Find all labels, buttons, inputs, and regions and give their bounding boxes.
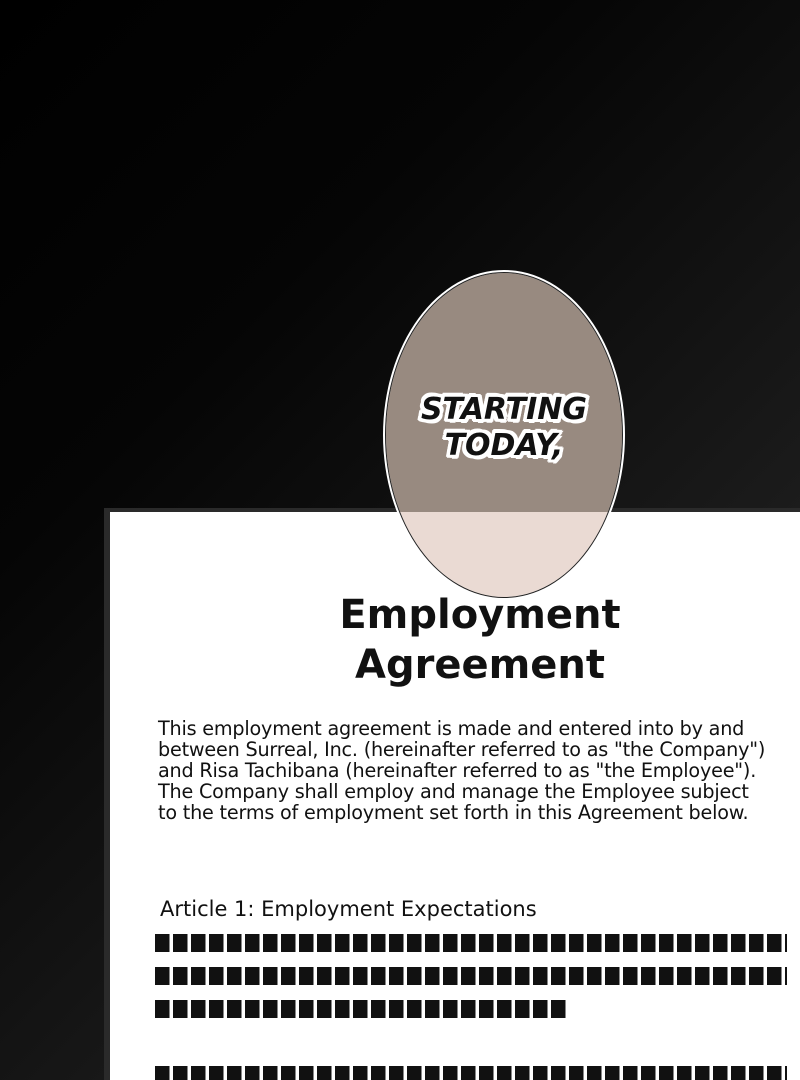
document-body-paragraph: This employment agreement is made and entered into by and between Surreal, Inc. (hereinafter referred to as "the Company") and Risa Tachibana (hereinafter referred to as "the Employee"). The Company shall employ and manage the Employee subject to the terms of employment set forth in this Agreement below.: [158, 717, 766, 824]
redacted-text-line: [155, 1000, 569, 1018]
redacted-text-line: [155, 1066, 787, 1080]
redacted-text-line: [155, 934, 787, 952]
article-1-heading: Article 1: Employment Expectations: [160, 897, 537, 921]
speech-bubble-text: STARTING TODAY,: [420, 392, 588, 463]
document-title: Employment Agreement: [339, 592, 621, 688]
redacted-text-line: [155, 967, 787, 985]
